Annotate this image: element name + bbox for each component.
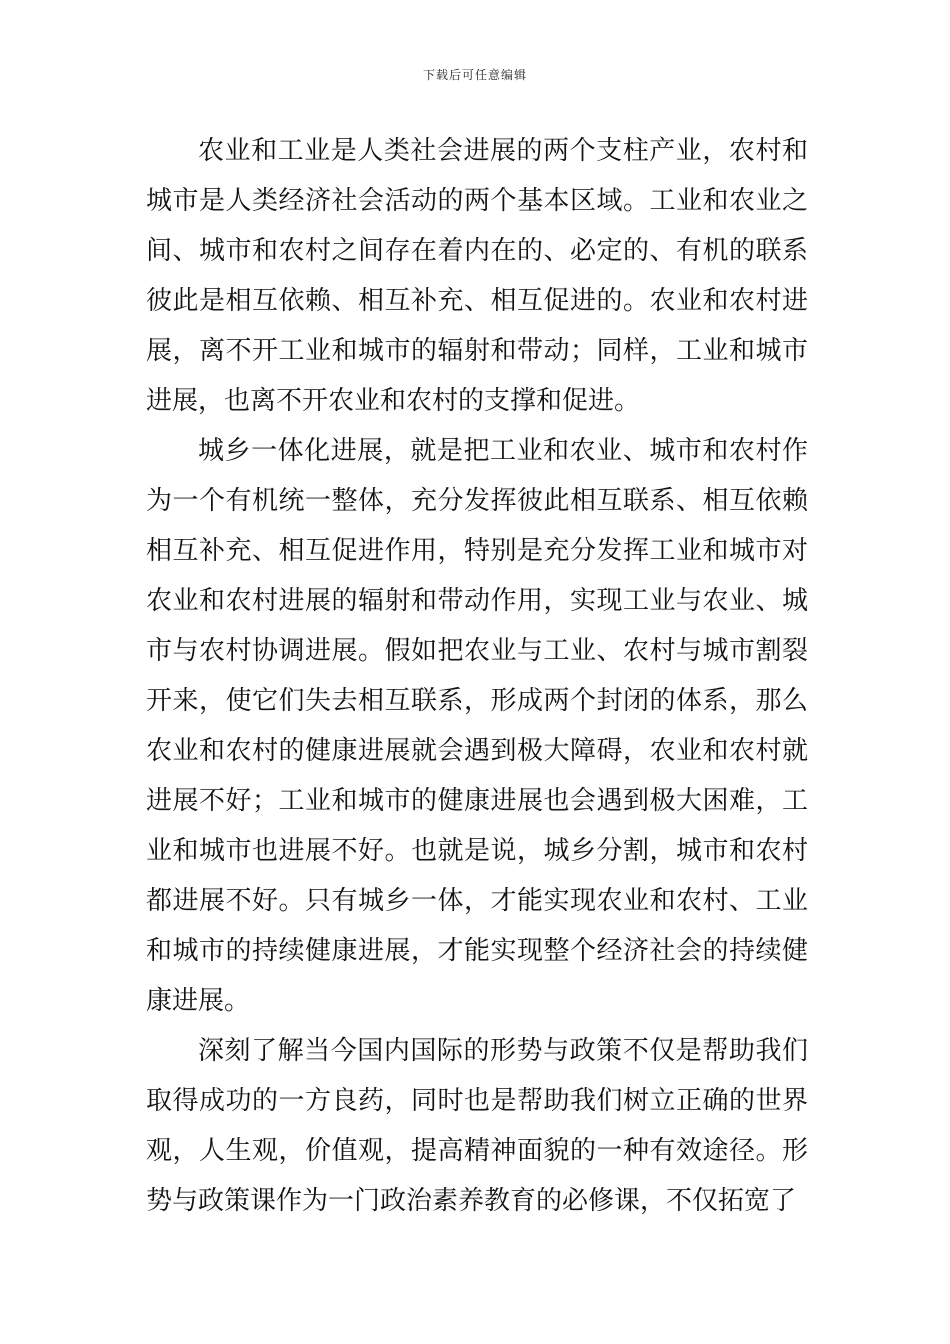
- paragraph-3: 深刻了解当今国内国际的形势与政策不仅是帮助我们取得成功的一方良药，同时也是帮助我们树立正确的世界观，人生观，价值观，提高精神面貌的一种有效途径。形势与政策课作为一门政治素养教育的必修课，不仅拓宽了: [146, 1036, 808, 1216]
- page-header: 下载后可任意编辑: [422, 68, 527, 82]
- document-body: [146, 126, 808, 1226]
- paragraph-1: 农业和工业是人类社会进展的两个支柱产业，农村和城市是人类经济社会活动的两个基本区域。工业和农业之间、城市和农村之间存在着内在的、必定的、有机的联系彼此是相互依赖、相互补充、相互促进的。农业和农村进展，离不开工业和城市的辐射和带动；同样，工业和城市进展，也离不开农业和农村的支撑和促进。: [146, 136, 808, 416]
- paragraph-2: 城乡一体化进展，就是把工业和农业、城市和农村作为一个有机统一整体，充分发挥彼此相互联系、相互依赖相互补充、相互促进作用，特别是充分发挥工业和城市对农业和农村进展的辐射和带动作用，实现工业与农业、城市与农村协调进展。假如把农业与工业、农村与城市割裂开来，使它们失去相互联系，形成两个封闭的体系，那么农业和农村的健康进展就会遇到极大障碍，农业和农村就进展不好；工业和城市的健康进展也会遇到极大困难，工业和城市也进展不好。也就是说，城乡分割，城市和农村都进展不好。只有城乡一体，才能实现农业和农村、工业和城市的持续健康进展，才能实现整个经济社会的持续健康进展。: [146, 436, 808, 1016]
